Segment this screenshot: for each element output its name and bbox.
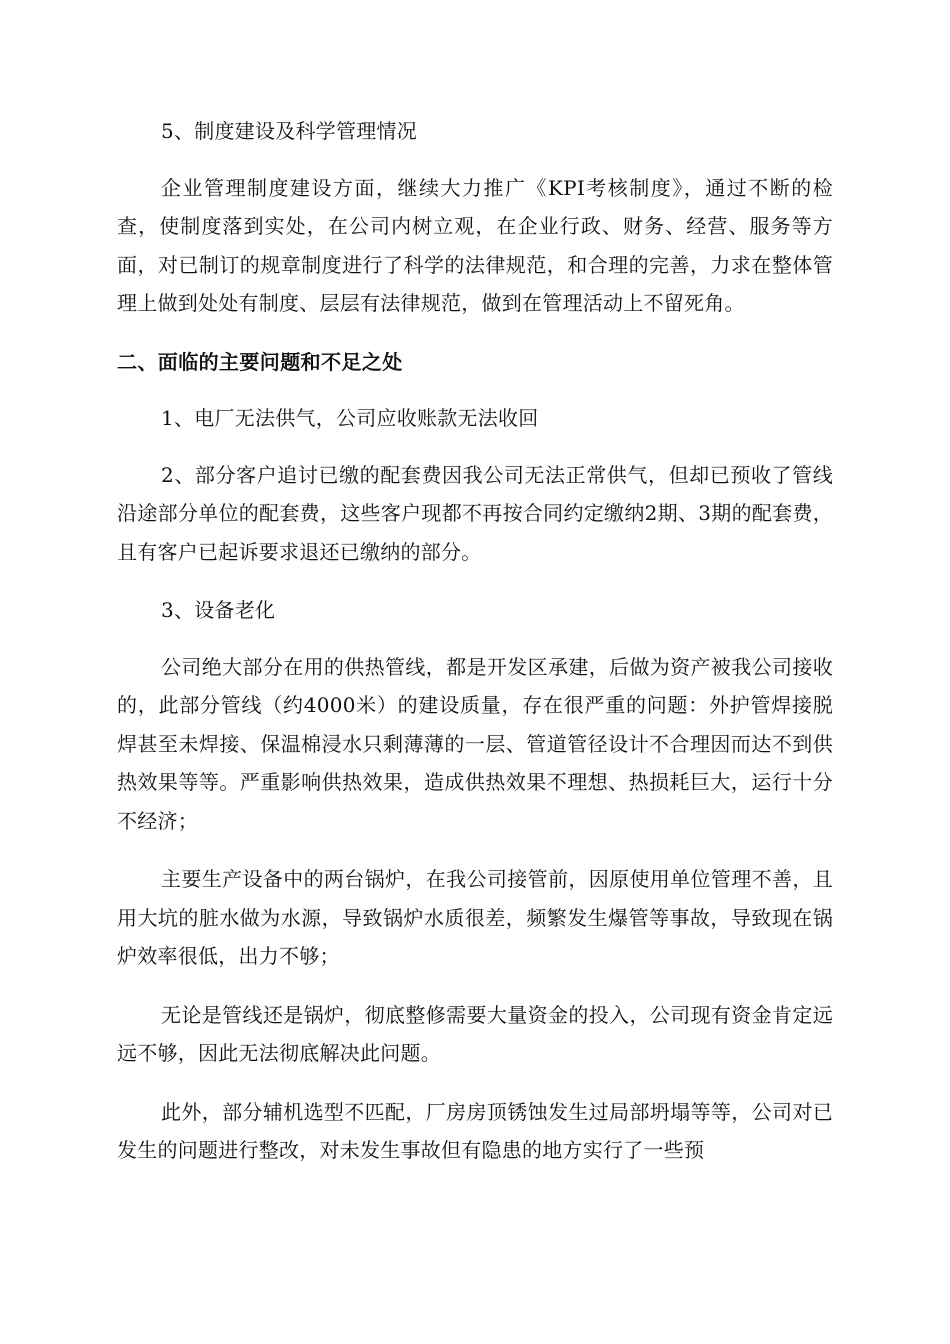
- paragraph-management-system: 企业管理制度建设方面，继续大力推广《KPI考核制度》，通过不断的检查，使制度落到实处，在公司内树立观，在企业行政、财务、经营、服务等方面，对已制订的规章制度进行了科学的法律规范，和合理的完善，力求在整体管理上做到处处有制度、层层有法律规范，做到在管理活动上不留死角。: [117, 175, 833, 315]
- paragraph-boiler-issues: 主要生产设备中的两台锅炉，在我公司接管前，因原使用单位管理不善，且用大坑的脏水做为水源，导致锅炉水质很差，频繁发生爆管等事故，导致现在锅炉效率很低，出力不够；: [117, 867, 833, 968]
- section-heading-problems: 二、面临的主要问题和不足之处: [117, 349, 403, 374]
- list-item-equipment-aging: 3、设备老化: [161, 598, 276, 622]
- list-item-power-plant: 1、电厂无法供气，公司应收账款无法收回: [161, 406, 539, 430]
- paragraph-other-issues: 此外，部分辅机选型不匹配，厂房房顶锈蚀发生过局部坍塌等等，公司对已发生的问题进行整改，对未发生事故但有隐患的地方实行了一些预: [117, 1099, 833, 1162]
- paragraph-funding-issues: 无论是管线还是锅炉，彻底整修需要大量资金的投入，公司现有资金肯定远远不够，因此无法彻底解决此问题。: [117, 1002, 833, 1065]
- document-body: [117, 112, 833, 1190]
- section-subheading-management: 5、制度建设及科学管理情况: [161, 119, 417, 143]
- list-item-customer-fees: 2、部分客户追讨已缴的配套费因我公司无法正常供气，但却已预收了管线沿途部分单位的配套费，这些客户现都不再按合同约定缴纳2期、3期的配套费，且有客户已起诉要求退还已缴纳的部分。: [117, 462, 833, 564]
- paragraph-pipeline-issues: 公司绝大部分在用的供热管线，都是开发区承建，后做为资产被我公司接收的，此部分管线（约4000米）的建设质量，存在很严重的问题：外护管焊接脱焊甚至未焊接、保温棉浸水只剩薄薄的一层、管道管径设计不合理因而达不到供热效果等等。严重影响供热效果，造成供热效果不理想、热损耗巨大，运行十分不经济；: [117, 654, 833, 833]
